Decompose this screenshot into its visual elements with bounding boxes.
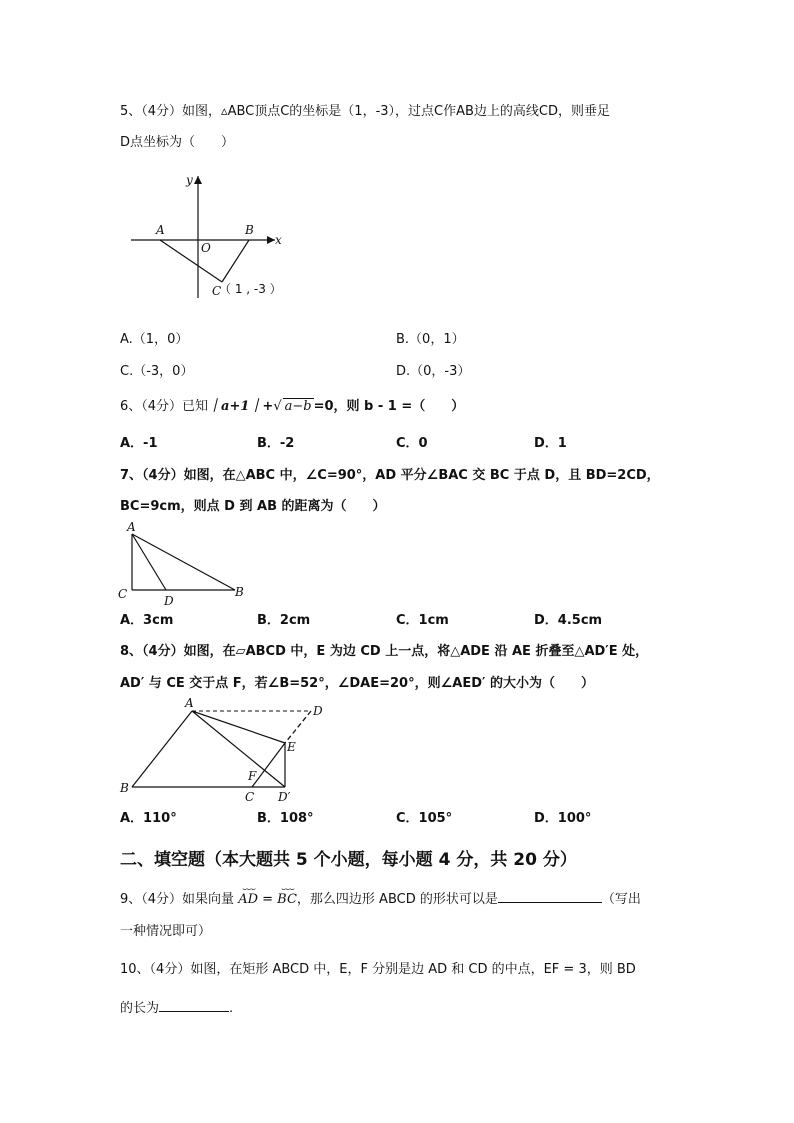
q8-label-d-prime: D′	[278, 790, 291, 804]
q6-abs: ｜a+1｜+	[208, 399, 274, 414]
q8-text-line1: 8、（4分）如图，在▱ABCD 中，E 为边 CD 上一点，将△ADE 沿 AE 折叠至△AD′E 处，	[120, 644, 649, 659]
q9-text-line1	[120, 884, 641, 909]
q8-option-d[interactable]: D．100°	[534, 811, 592, 826]
q10-text-line2	[120, 997, 233, 1018]
q8-label-e: E	[287, 740, 296, 754]
q5-label-o: O	[201, 241, 211, 255]
q7-option-c[interactable]: C．1cm	[396, 613, 449, 628]
q8-label-d: D	[313, 704, 323, 718]
q5-option-d[interactable]: D.（0，-3）	[396, 364, 471, 379]
q5-option-b[interactable]: B.（0，1）	[396, 332, 465, 347]
q9-eq: =	[258, 892, 278, 907]
q8-option-b[interactable]: B．108°	[257, 811, 314, 826]
q8-label-c: C	[245, 790, 255, 804]
vector-bc-label: BC	[277, 892, 297, 907]
q9-prefix: 9、（4分）如果向量	[120, 892, 235, 907]
q6-text	[120, 398, 464, 416]
q6-prefix: 6、（4分）已知	[120, 399, 209, 414]
q5-label-coord: （ 1 , -3 ）	[219, 282, 282, 296]
q5-text-line2: D点坐标为（ ）	[120, 135, 235, 150]
q10-answer-blank[interactable]	[159, 997, 229, 1012]
q9-answer-blank[interactable]	[498, 888, 602, 903]
q5-option-a[interactable]: A.（1，0）	[120, 332, 189, 347]
q5-label-a: A	[156, 223, 165, 237]
q7-option-b[interactable]: B．2cm	[257, 613, 311, 628]
q6-sqrt: a−b	[284, 399, 312, 414]
q7-label-a: A	[127, 520, 136, 534]
q5-label-y: y	[186, 173, 193, 187]
q7-option-d[interactable]: D．4.5cm	[534, 613, 603, 628]
q8-text-line2: AD′ 与 CE 交于点 F，若∠B=52°，∠DAE=20°，则∠AED′ 的大小为（ ）	[120, 676, 594, 691]
q10-line2-prefix: 的长为	[120, 1001, 160, 1016]
vector-ad-label: AD	[238, 892, 258, 907]
q7-figure	[115, 520, 250, 610]
q7-text-line2: BC=9cm，则点 D 到 AB 的距离为（ ）	[120, 499, 386, 514]
section-title: 二、填空题（本大题共 5 个小题，每小题 4 分，共 20 分）	[120, 850, 577, 870]
q8-label-f: F	[248, 769, 257, 783]
q8-figure	[115, 695, 340, 807]
vector-ad	[238, 884, 258, 909]
q5-label-x: x	[275, 233, 282, 247]
sqrt-icon: √	[273, 399, 282, 414]
q5-label-c: C	[212, 284, 222, 298]
q7-label-b: B	[235, 585, 244, 599]
q6-option-c[interactable]: C．0	[396, 436, 428, 451]
vector-bc	[277, 884, 297, 909]
q5-label-b: B	[245, 223, 254, 237]
q5-text-line1: 5、（4分）如图，▵ABC顶点C的坐标是（1，-3），过点C作AB边上的高线CD，则垂足	[120, 104, 611, 119]
q8-option-c[interactable]: C．105°	[396, 811, 453, 826]
q5-figure	[125, 170, 305, 305]
q9-text-line2: 一种情况即可）	[120, 924, 212, 939]
q5-option-c[interactable]: C.（-3，0）	[120, 364, 194, 379]
q7-option-a[interactable]: A．3cm	[120, 613, 174, 628]
vector-arrow-icon: ⌣⌣⌣	[241, 884, 255, 893]
q7-text-line1: 7、（4分）如图，在△ABC 中，∠C=90°，AD 平分∠BAC 交 BC 于点 D，且 BD=2CD，	[120, 468, 660, 483]
q6-suffix: =0，则 b - 1 =（ ）	[313, 399, 465, 414]
vector-arrow-icon: ⌣⌣⌣	[280, 884, 294, 893]
q6-option-a[interactable]: A．-1	[120, 436, 158, 451]
q6-option-d[interactable]: D．1	[534, 436, 567, 451]
q8-label-a: A	[185, 696, 194, 710]
q9-mid: ，那么四边形 ABCD 的形状可以是	[296, 892, 498, 907]
q9-suffix: （写出	[601, 892, 641, 907]
q7-label-c: C	[118, 587, 128, 601]
q8-label-b: B	[120, 781, 129, 795]
q7-label-d: D	[164, 594, 174, 608]
q6-option-b[interactable]: B．-2	[257, 436, 295, 451]
q10-text-line1: 10、（4分）如图，在矩形 ABCD 中，E，F 分别是边 AD 和 CD 的中点，EF = 3，则 BD	[120, 962, 636, 977]
q8-option-a[interactable]: A．110°	[120, 811, 177, 826]
q10-line2-suffix: .	[229, 1001, 234, 1016]
